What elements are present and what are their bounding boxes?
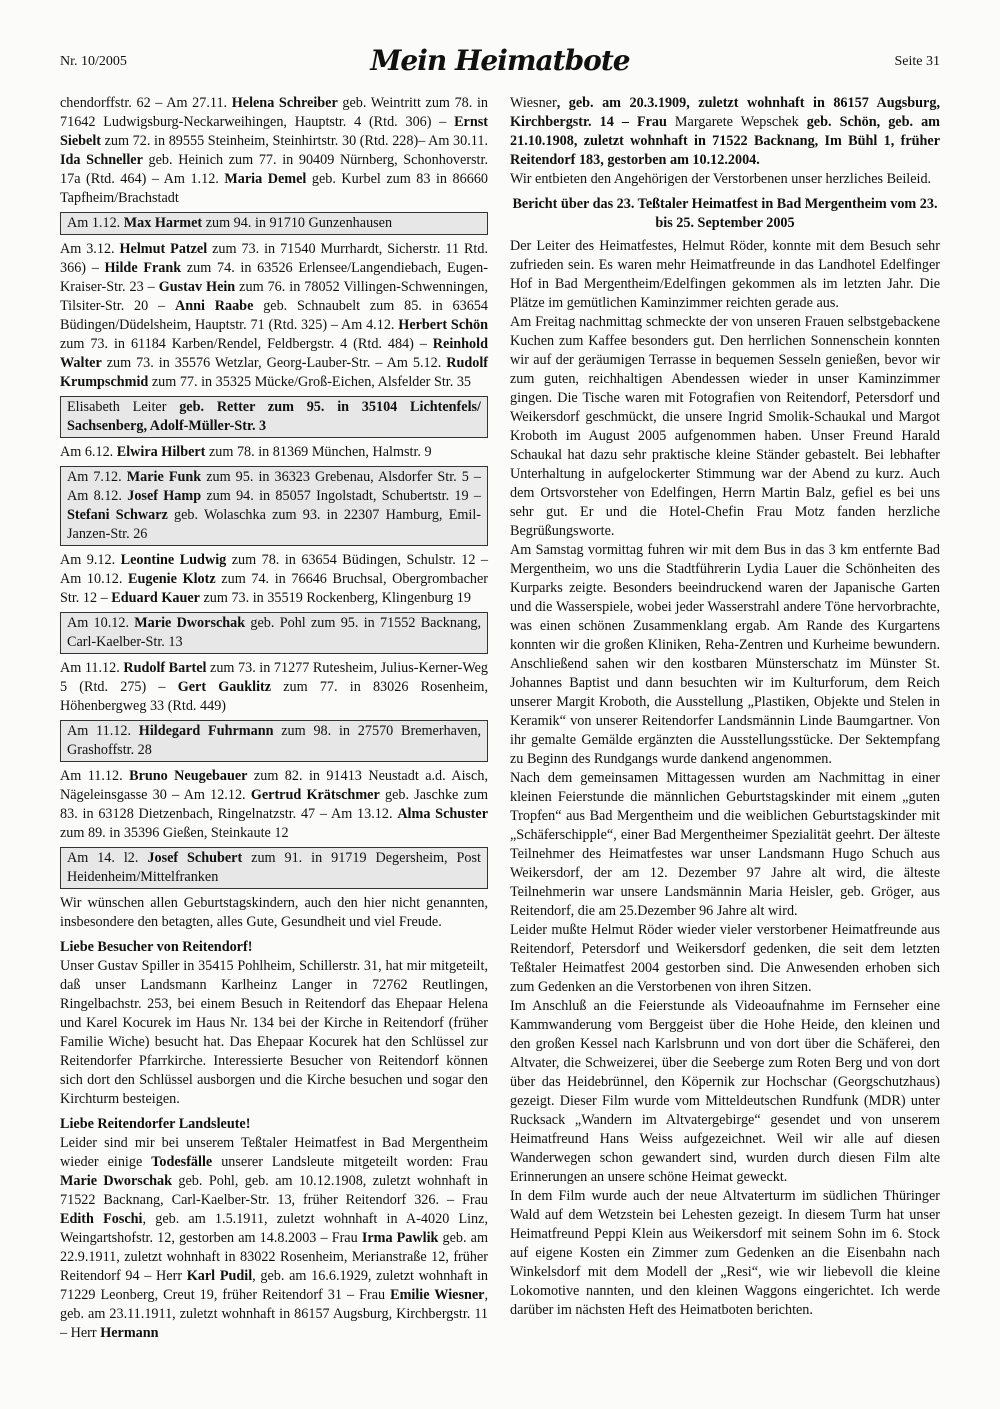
person-name: Todesfälle [151, 1154, 213, 1170]
report-title: Bericht über das 23. Teßtaler Heimatfest in Bad Mergentheim vom 23. bis 25. September 2005 [512, 196, 938, 231]
wishes-paragraph: Wir wünschen allen Geburtstagskindern, auch den hier nicht genannten, insbesondere den betagten, alles Gute, Gesundheit und viel Freude. [60, 895, 488, 930]
person-name: Gert Gauklitz [177, 679, 272, 695]
highlight-box: Am 1.12. Max Harmet zum 94. in 91710 Gunzenhausen [60, 212, 488, 235]
person-name: Gertrud Krätschmer [250, 787, 380, 803]
person-name: Karl Pudil [186, 1268, 253, 1284]
highlight-box: Am 11.12. Hildegard Fuhrmann zum 98. in 27570 Bremerhaven, Grashoffstr. 28 [60, 720, 488, 762]
person-name: Josef Hamp [127, 488, 202, 504]
deaths-paragraph: Leider sind mir bei unserem Teßtaler Heimatfest in Bad Mergentheim wieder einige Todesfälle unserer Landsleute mitgeteilt worden: Frau Marie Dworschak geb. Pohl, geb. am 10.12.1908, zuletzt wohnhaft in 71522 Backnang, Carl-Kaelber-Str. 13, früher Reitendorf 326. – Frau Edith Foschi, geb. am 1.5.1911, zuletzt wohnhaft in A-4020 Linz, Weingartshofstr. 12, gestorben am 14.8.2003 – Frau Irma Pawlik geb. am 22.9.1911, zuletzt wohnhaft in 83022 Rosenheim, Merianstraße 12, früher Reitendorf 94 – Herr Karl Pudil, geb. am 16.6.1929, zuletzt wohnhaft in 71229 Leonberg, Creut 19, früher Reitendorf 31 – Frau Emilie Wiesner, geb. am 23.11.1911, zuletzt wohnhaft in 86157 Augsburg, Kirchbergstr. 11 – Herr Hermann [60, 1135, 489, 1341]
person-name: Irma Pawlik [361, 1230, 439, 1246]
page-number: Seite 31 [894, 54, 940, 69]
highlight-box: Am 7.12. Marie Funk zum 95. in 36323 Grebenau, Alsdorfer Str. 5 – Am 8.12. Josef Hamp zum 94. in 85057 Ingolstadt, Schubertstr. 19 – Stefani Schwarz geb. Wolaschka zum 93. in 22307 Hamburg, Emil-Janzen-Str. 26 [60, 466, 488, 546]
visitors-paragraph: Unser Gustav Spiller in 35415 Pohlheim, Schillerstr. 31, hat mir mitgeteilt, daß unser Landsmann Karlheinz Langer in 72762 Reutlingen, Ringelbachstr. 253, bei einem Besuch in Reitendorf das Ehepaar Helena und Karel Kocurek im Haus Nr. 134 bei der Kirche in Reitendorf (früher Familie Wiche) besucht hat. Das Ehepaar Kocurek hat den Schlüssel zur Reitendorfer Pfarrkirche. Interessierte Besucher von Reitendorf können sich dort den Schlüssel ausborgen und die Kirche besuchen und sogar den Kirchturm besteigen. [60, 958, 488, 1107]
report-paragraph: Am Freitag nachmittag schmeckte der von unseren Frauen selbstgebackene Kuchen zum Kaffee besonders gut. Den herrlichen Sonnenschein konnten wir auf der geräumigen Terrasse in bequemen Sesseln genießen, bevor wir zum guten, reichhaltigen Abendessen wieder in unser Kaminzimmer gingen. Die Tische waren mit Fotografien von Reitendorf, Petersdorf und Weikersdorf geschmückt, die unsere Ingrid Smolik-Schaukal und Margot Kroboth im August 2005 aufgenommen haben. Unser Freund Harald Schaukal hat dazu sehr praktische kleine Ständer gebastelt. Bei lebhafter Unterhaltung in aufgelockerter Stimmung war der Abend zu kurz. Auch dem Ortsvorsteher von Edelfingen, Herrn Martin Balz, gefiel es bei uns sehr gut. Er und die Hotel-Chefin Frau Motz fanden herzliche Begrüßungsworte. [510, 314, 940, 539]
person-name: Leontine Ludwig [120, 552, 227, 568]
person-name: Rudolf Bartel [123, 660, 207, 676]
person-name: Helena Schreiber [231, 95, 338, 111]
report-paragraph: Am Samstag vormittag fuhren wir mit dem Bus in das 3 km entfernte Bad Mergentheim, wo uns die Stadtführerin Lydia Lauer die Schönheiten des Kurparks zeigte. Besonders beeindruckend waren der Japanische Garten und die Wasserspiele, wobei jeder Wasserstrahl andere Töne hervorbrachte, was einen schönen Zusammenklang ergab. Am Rande des Kurgartens konnten wir die großen Kliniken, Reha-Zentren und Kurheime bewundern. Anschließend sahen wir den kostbaren Münsterschatz im Münster St. Johannes Baptist und dann besuchten wir im Kulturforum, dem Reich unserer Margit Kroboth, die Ausstellung „Plastiken, Objekte und Stelen in Keramik“ von unserer Reitendorfer Landsmännin Linde Baumgartner. Von ihr gemalte Gemälde ergänzten die Ausstellungsstücke. Der Sektempfang zu Beginn des Rundgangs wurde dankend angenommen. [510, 542, 940, 767]
highlight-box: Elisabeth Leiter geb. Retter zum 95. in 35104 Lichtenfels/ Sachsenberg, Adolf-Müller-Str. 3 [60, 396, 488, 438]
person-name: Bruno Neugebauer [129, 768, 248, 784]
person-name: Hildegard Fuhrmann [138, 723, 274, 739]
report-paragraph: Leider mußte Helmut Röder wieder vieler verstorbener Heimatfreunde aus Reitendorf, Petersdorf und Weikersdorf gedenken, die seit dem letzten Teßtaler Heimatfest 2004 gestorben sind. Die Anwesenden erhoben sich zum Gedenken an die Verstorbenen von ihren Sitzen. [510, 922, 940, 995]
person-name: Rudolf Krumpschmid [60, 355, 488, 390]
person-name: Stefani Schwarz [67, 507, 168, 523]
report-paragraph: Nach dem gemeinsamen Mittagessen wurden am Nachmittag in einer kleinen Feierstunde die männlichen Geburtstagskinder mit einem „guten Tropfen“ aus Bad Mergentheim und die weiblichen Geburtstagskinder mit „Schäferschipple“, einer Bad Mergentheimer Spezialität geehrt. Der älteste Teilnehmer des Heimatfestes war unser Landsmann Hugo Schuch aus Weikersdorf, der am 12. Dezember 97 Jahre alt wird, die älteste Teilnehmerin war unsere Landsmännin Maria Heisler, geb. Gröger, aus Reitendorf, die am 25.Dezember 96 Jahre alt wird. [510, 770, 940, 919]
person-name: Josef Schubert [147, 850, 243, 866]
person-name: Hilde Frank [104, 260, 182, 276]
person-name: Ernst Siebelt [60, 114, 488, 149]
person-name: Hermann [100, 1325, 159, 1341]
highlight-box: Am 14. l2. Josef Schubert zum 91. in 91719 Degersheim, Post Heidenheim/Mittelfranken [60, 847, 488, 889]
deaths-paragraph-continued: Wiesner, geb. am 20.3.1909, zuletzt wohnhaft in 86157 Augsburg, Kirchbergstr. 14 – Frau Margarete Wepschek geb. Schön, geb. am 21.10.1908, zuletzt wohnhaft in 71522 Backnang, Im Bühl 1, früher Reitendorf 183, gestorben am 10.12.2004. [510, 95, 940, 168]
person-name: Helmut Patzel [119, 241, 208, 257]
person-name: Elwira Hilbert [116, 444, 206, 460]
person-name: Reinhold Walter [60, 336, 488, 371]
section-heading-visitors: Liebe Besucher von Reitendorf! [60, 939, 253, 955]
report-paragraph: Der Leiter des Heimatfestes, Helmut Röder, konnte mit dem Besuch sehr zufrieden sein. Es waren mehr Heimatfreunde in das Landhotel Edelfinger Hof in Bad Mergentheim/Edelfingen gekommen als im letzten Jahr. Die Plätze im gemütlichen Kaminzimmer reichten gerade aus. [510, 238, 940, 311]
issue-number: Nr. 10/2005 [60, 54, 127, 69]
person-name: Marie Funk [126, 469, 202, 485]
person-name: Eduard Kauer [111, 590, 200, 606]
birthday-paragraph: Am 6.12. Elwira Hilbert zum 78. in 81369 München, Halmstr. 9 [60, 444, 432, 460]
person-name: Ida Schneller [60, 152, 143, 168]
birthday-paragraph: Am 3.12. Helmut Patzel zum 73. in 71540 Murrhardt, Sicherstr. 11 Rtd. 366) – Hilde Frank zum 74. in 63526 Erlensee/Langendiebach, Eugen-Kraiser-Str. 23 – Gustav Hein zum 76. in 78052 Villingen-Schwenningen, Tilsiter-Str. 20 – Anni Raabe geb. Schnaubelt zum 85. in 63654 Büdingen/Düdelsheim, Hauptstr. 71 (Rtd. 325) – Am 4.12. Herbert Schön zum 73. in 61184 Karben/Rendel, Feldbergstr. 4 (Rtd. 484) – Reinhold Walter zum 73. in 35576 Wetzlar, Georg-Lauber-Str. – Am 5.12. Rudolf Krumpschmid zum 77. in 35325 Mücke/Groß-Eichen, Alsfelder Str. 35 [60, 241, 489, 390]
right-column [510, 94, 940, 1320]
person-name: geb. Retter zum 95. in 35104 Lichtenfels/ Sachsenberg, Adolf-Müller-Str. 3 [67, 399, 481, 434]
person-name: geb. Schön, geb. am 21.10.1908, zuletzt wohnhaft in 71522 Backnang, Im Bühl 1, früher Reitendorf 183, gestorben am 10.12.2004. [510, 114, 940, 168]
section-heading-deaths: Liebe Reitendorfer Landsleute! [60, 1116, 251, 1132]
person-name: Marie Dworschak [60, 1173, 172, 1189]
birthday-paragraph: Am 9.12. Leontine Ludwig zum 78. in 63654 Büdingen, Schulstr. 12 – Am 10.12. Eugenie Klotz zum 74. in 76646 Bruchsal, Obergrombacher Str. 12 – Eduard Kauer zum 73. in 35519 Rockenberg, Klingenburg 19 [60, 552, 489, 606]
birthday-paragraph: Am 11.12. Bruno Neugebauer zum 82. in 91413 Neustadt a.d. Aisch, Nägeleinsgasse 30 – Am 12.12. Gertrud Krätschmer geb. Jaschke zum 83. in 63128 Dietzenbach, Ringelnatzstr. 47 – Am 13.12. Alma Schuster zum 89. in 35396 Gießen, Steinkaute 12 [60, 768, 488, 841]
birthday-paragraph: chendorffstr. 62 – Am 27.11. Helena Schreiber geb. Weintritt zum 78. in 71642 Ludwigsburg-Neckarweihingen, Hauptstr. 4 (Rtd. 306) – Ernst Siebelt zum 72. in 89555 Steinheim, Steinhirtstr. 30 (Rtd. 228)– Am 30.11. Ida Schneller geb. Heinich zum 77. in 90409 Nürnberg, Schonhoverstr. 17a (Rtd. 464) – Am 1.12. Maria Demel geb. Kurbel zum 83 in 86660 Tapfheim/Brachstadt [60, 95, 489, 206]
person-name: Alma Schuster [397, 806, 488, 822]
birthday-paragraph: Am 11.12. Rudolf Bartel zum 73. in 71277 Rutesheim, Julius-Kerner-Weg 5 (Rtd. 275) – Gert Gauklitz zum 77. in 83026 Rosenheim, Höhenbergweg 33 (Rtd. 449) [60, 660, 488, 714]
masthead-logo: Mein Heimatbote [370, 44, 630, 77]
person-name: Edith Foschi [60, 1211, 143, 1227]
person-name: Marie Dworschak [134, 615, 246, 631]
person-name: Max Harmet [123, 215, 203, 231]
person-name: Anni Raabe [174, 298, 254, 314]
report-paragraph: Im Anschluß an die Feierstunde als Videoaufnahme im Fernseher eine Kammwanderung vom Berggeist über die Hohe Heide, den kleinen und den großen Kessel nach Karlsbrunn und von dort über die Schäferei, den Altvater, die Schweizerei, über die Seeberge zum Roten Berg und von dort über das Heidebrünnel, den Köpernik zur Hochschar (Georgschutzhaus) gezeigt. Dieser Film wurde vom Mitteldeutschen Rundfunk (MDR) unter Rucksack „Wandern im Altvatergebirge“ gesendet und von unserem Heimatfreund Hans Weiss aufgezeichnet. Weil wir alle auf diesen Wanderwegen schon gewandert sind, wurden durch diesen Film alte Erinnerungen an unsere schöne Heimat geweckt. [510, 998, 940, 1185]
page-header [60, 44, 940, 84]
highlight-box: Am 10.12. Marie Dworschak geb. Pohl zum 95. in 71552 Backnang, Carl-Kaelber-Str. 13 [60, 612, 488, 654]
person-name: , geb. am 20.3.1909, zuletzt wohnhaft in 86157 Augsburg, Kirchbergstr. 14 – Frau [510, 95, 940, 130]
person-name: Herbert Schön [398, 317, 488, 333]
person-name: Emilie Wiesner [390, 1287, 485, 1303]
condolence-paragraph: Wir entbieten den Angehörigen der Verstorbenen unser herzliches Beileid. [510, 171, 932, 187]
person-name: Gustav Hein [158, 279, 236, 295]
person-name: Eugenie Klotz [128, 571, 216, 587]
report-paragraph: In dem Film wurde auch der neue Altvaterturm im südlichen Thüringer Wald auf dem Wetzstein bei Lehesten gezeigt. In diesem Turm hat unser Heimatfreund Peppi Klein aus Weikersdorf mit seinem Sohn im 6. Stock auf eigene Kosten ein Zimmer zum Gedenken an die Eisenbahn nach Winkelsdorf mit dem Modell der „Resi“, wie wir liebevoll die kleine Lokomotive nannten, und den kleinen Waggons eingerichtet. Ich werde darüber im nächsten Heft des Heimatboten berichten. [510, 1188, 940, 1318]
person-name: Maria Demel [224, 171, 307, 187]
left-column [60, 94, 488, 1343]
